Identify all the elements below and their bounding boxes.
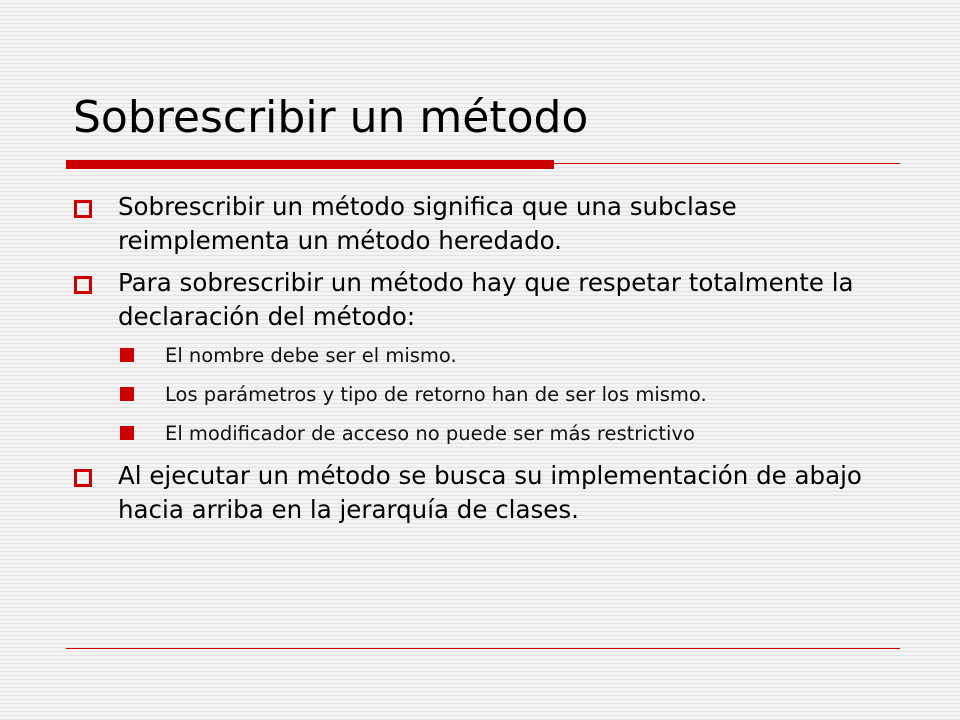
bullet-text: Para sobrescribir un método hay que respetar totalmente la declaración del método: (118, 268, 854, 331)
title-underline-bar (66, 160, 554, 169)
sub-bullet-text: El modificador de acceso no puede ser más restrictivo (165, 422, 695, 445)
hollow-square-bullet-icon (74, 200, 92, 218)
hollow-square-bullet-icon (74, 276, 92, 294)
bullet-item (0, 459, 960, 527)
filled-square-bullet-icon (120, 387, 134, 401)
bullet-text: Al ejecutar un método se busca su implementación de abajo hacia arriba en la jerarquía de clases. (118, 461, 862, 524)
title-rule-line (554, 163, 900, 164)
bullet-text: Sobrescribir un método significa que una subclase reimplementa un método heredado. (118, 192, 737, 255)
sub-bullet-group (0, 342, 960, 447)
bullet-item (0, 266, 960, 334)
sub-bullet-item (118, 342, 960, 369)
sub-bullet-item (118, 420, 960, 447)
hollow-square-bullet-icon (74, 469, 92, 487)
bullet-item (0, 190, 960, 258)
sub-bullet-text: El nombre debe ser el mismo. (165, 344, 457, 367)
bullet-list (0, 190, 960, 535)
footer-rule-line (66, 648, 900, 649)
filled-square-bullet-icon (120, 348, 134, 362)
sub-bullet-list (0, 342, 960, 447)
sub-bullet-item (118, 381, 960, 408)
sub-bullet-text: Los parámetros y tipo de retorno han de ser los mismo. (165, 383, 707, 406)
slide-title: Sobrescribir un método (73, 92, 589, 143)
filled-square-bullet-icon (120, 426, 134, 440)
